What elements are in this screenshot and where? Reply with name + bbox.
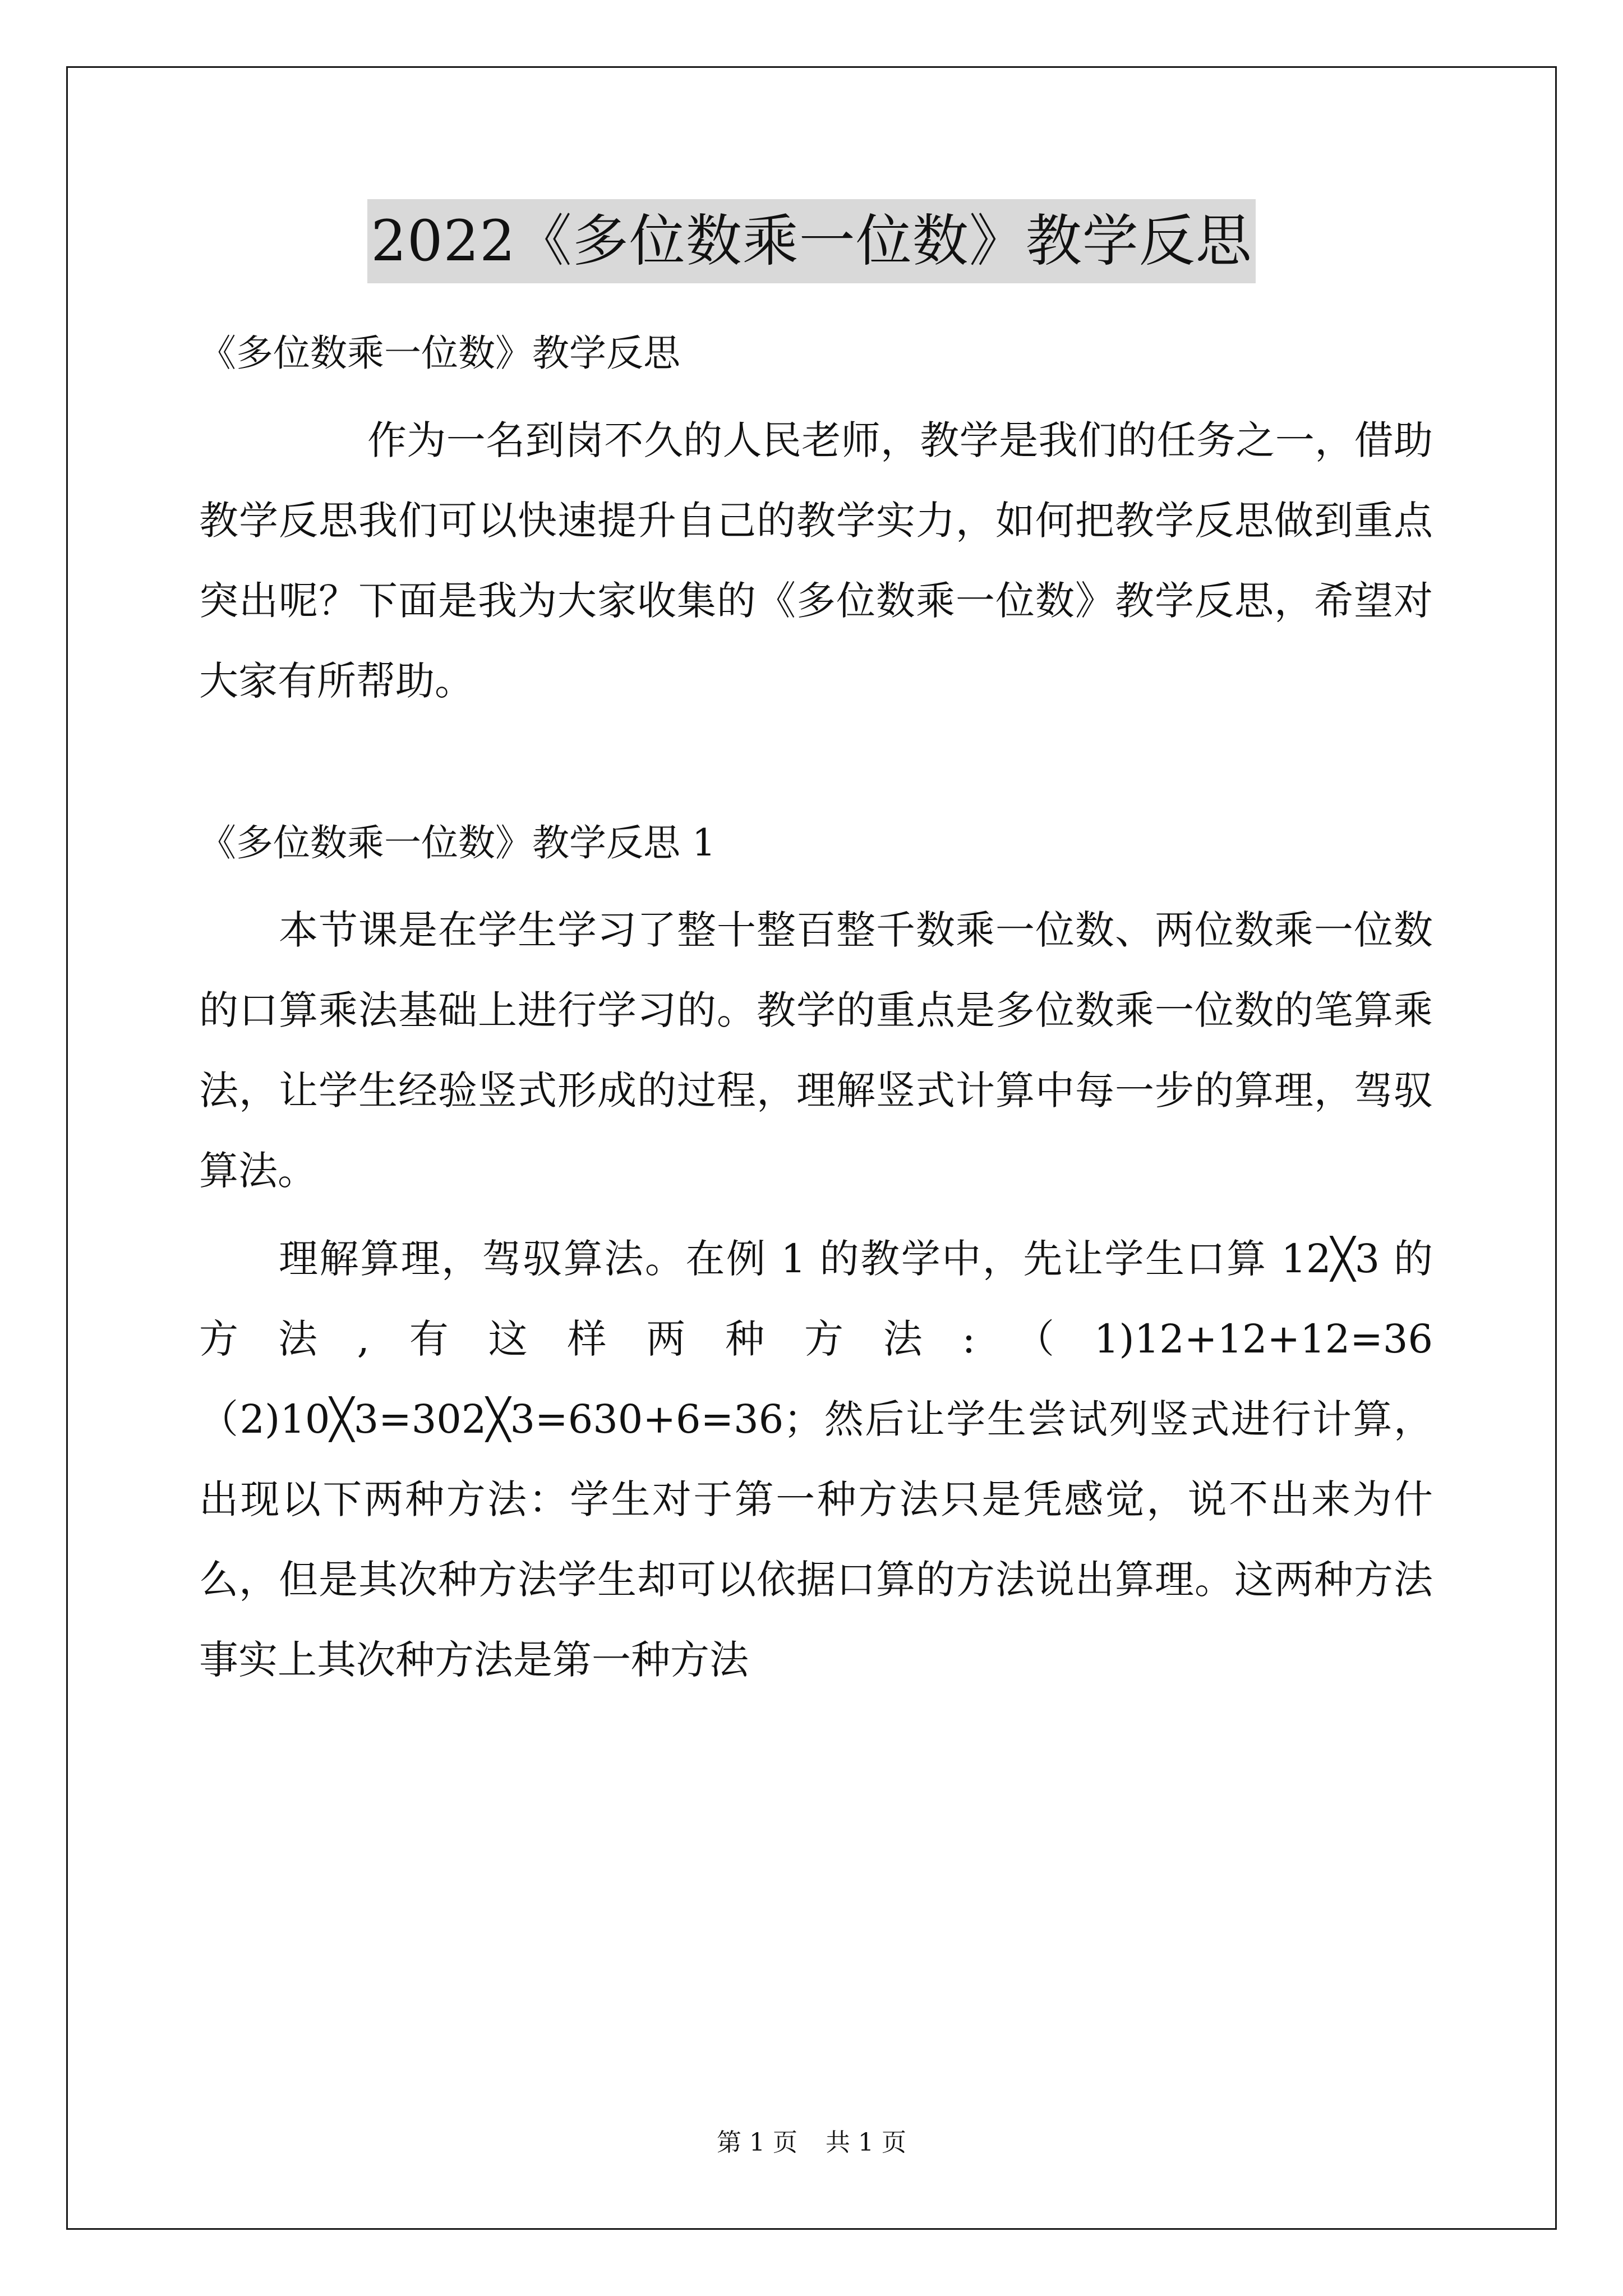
section1-heading: 《多位数乘一位数》教学反思 1 [199, 821, 716, 864]
spacer [199, 882, 1433, 890]
spacer [199, 1211, 1433, 1219]
intro-paragraph: 作为一名到岗不久的人民老师，教学是我们的任务之一，借助教学反思我们可以快速提升自己的教学实力，如何把教学反思做到重点突出呢？下面是我为大家收集的《多位数乘一位数》教学反思，希望对大家有所帮助。 [199, 417, 1433, 704]
spacer [199, 721, 1433, 804]
page-number-current: 第 1 页 [717, 2128, 797, 2157]
page-footer [0, 2126, 1623, 2160]
intro-heading: 《多位数乘一位数》教学反思 [199, 332, 680, 375]
page-number-total: 共 1 页 [826, 2128, 906, 2157]
document-title: 2022《多位数乘一位数》教学反思 [367, 199, 1256, 283]
title-wrap [0, 199, 1623, 283]
section1-paragraph-2: 理解算理，驾驭算法。在例 1 的教学中，先让学生口算 12╳3 的方法,有这样两种方法:（1)12+12+12=36（2)10╳3=302╳3=630+6=36；然后让学生尝试列竖式进行计算，出现以下两种方法：学生对于第一种方法只是凭感觉，说不出来为什么，但是其次种方法学生却可以依据口算的方法说出算理。这两种方法事实上其次种方法是第一种方法 [199, 1236, 1433, 1683]
document-body [199, 314, 1433, 1700]
section1-paragraph-1: 本节课是在学生学习了整十整百整千数乘一位数、两位数乘一位数的口算乘法基础上进行学习的。教学的重点是多位数乘一位数的笔算乘法，让学生经验竖式形成的过程，理解竖式计算中每一步的算理，驾驭算法。 [199, 907, 1433, 1194]
spacer [199, 393, 1433, 401]
